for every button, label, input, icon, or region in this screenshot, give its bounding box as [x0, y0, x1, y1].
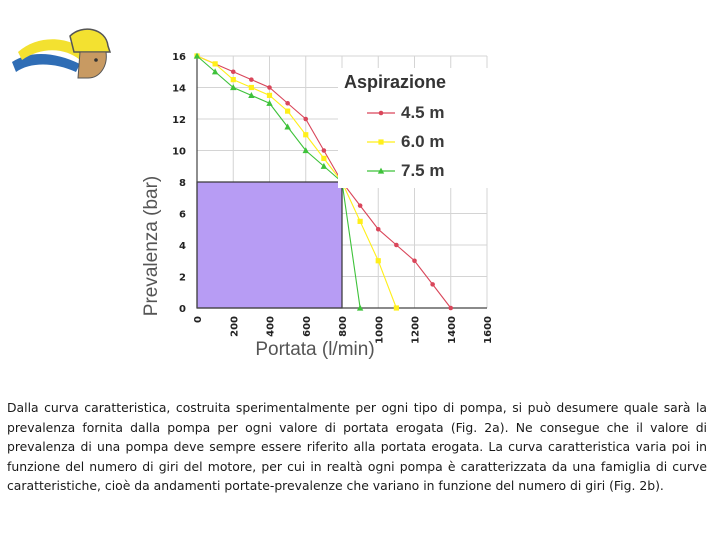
data-point-circle — [448, 306, 453, 311]
legend-title: Aspirazione — [344, 72, 447, 92]
data-point-circle — [412, 258, 417, 263]
data-point-circle — [379, 111, 384, 116]
data-point-square — [285, 109, 290, 114]
y-tick-label: 4 — [179, 241, 186, 252]
data-point-circle — [376, 227, 381, 232]
x-tick-label: 200 — [229, 316, 241, 337]
helmet-logo — [8, 22, 113, 84]
x-tick-label: 600 — [301, 316, 313, 337]
legend-label: 6.0 m — [401, 132, 445, 151]
data-point-circle — [322, 148, 327, 153]
data-point-circle — [430, 282, 435, 287]
x-tick-label: 800 — [338, 316, 349, 337]
legend — [338, 68, 490, 188]
data-point-square — [303, 132, 308, 137]
x-tick-label: 1000 — [374, 316, 386, 344]
x-tick-label: 1200 — [410, 316, 422, 344]
data-point-circle — [303, 117, 308, 122]
data-point-square — [378, 139, 383, 144]
pump-curve-chart — [130, 18, 510, 363]
eye-shape — [94, 58, 98, 62]
legend-label: 7.5 m — [401, 161, 445, 180]
data-point-square — [231, 77, 236, 82]
x-tick-label: 1400 — [446, 316, 458, 344]
x-tick-label: 400 — [265, 316, 277, 337]
y-axis-title: Prevalenza (bar) — [141, 175, 162, 317]
operating-point-area — [197, 182, 342, 308]
y-tick-label: 16 — [172, 52, 186, 63]
data-point-circle — [394, 243, 399, 248]
y-tick-label: 8 — [179, 178, 186, 189]
data-point-square — [376, 258, 381, 263]
data-point-square — [213, 61, 218, 66]
x-tick-label: 0 — [193, 316, 204, 323]
data-point-square — [267, 93, 272, 98]
data-point-circle — [285, 101, 290, 106]
data-point-square — [358, 219, 363, 224]
data-point-square — [249, 85, 254, 90]
data-point-square — [321, 156, 326, 161]
y-tick-label: 10 — [172, 146, 186, 158]
x-tick-label: 1600 — [483, 316, 494, 344]
y-tick-label: 6 — [179, 209, 186, 221]
caption-text: Dalla curva caratteristica, costruita sperimentalmente per ogni tipo di pompa, si può desumere quale sarà la prevalenza fornita dalla pompa per ogni valore di portata erogata (Fig. 2a). Ne consegue che il valore di prevalenza di una pompa deve sempre essere riferito alla portata erogata. La curva caratteristica varia poi in funzione del numero di giri del motore, per cui in realtà ogni pompa è caratterizzata da una famiglia di curve caratteristiche, cioè da andamenti portate-prevalenze che variano in funzione del numero di giri (Fig. 2b). — [7, 400, 707, 493]
data-point-square — [394, 305, 399, 310]
y-tick-label: 2 — [179, 272, 186, 284]
y-tick-label: 0 — [179, 304, 186, 315]
data-point-circle — [267, 85, 272, 90]
face-shape — [78, 52, 106, 78]
helmet-shape — [70, 29, 110, 52]
y-tick-label: 12 — [172, 115, 186, 126]
y-tick-label: 14 — [172, 83, 186, 95]
y-tick-labels — [172, 52, 186, 315]
legend-label: 4.5 m — [401, 103, 445, 122]
data-point-circle — [231, 69, 236, 74]
data-point-circle — [249, 77, 254, 82]
x-axis-title: Portata (l/min) — [255, 339, 375, 360]
data-point-circle — [358, 203, 363, 208]
